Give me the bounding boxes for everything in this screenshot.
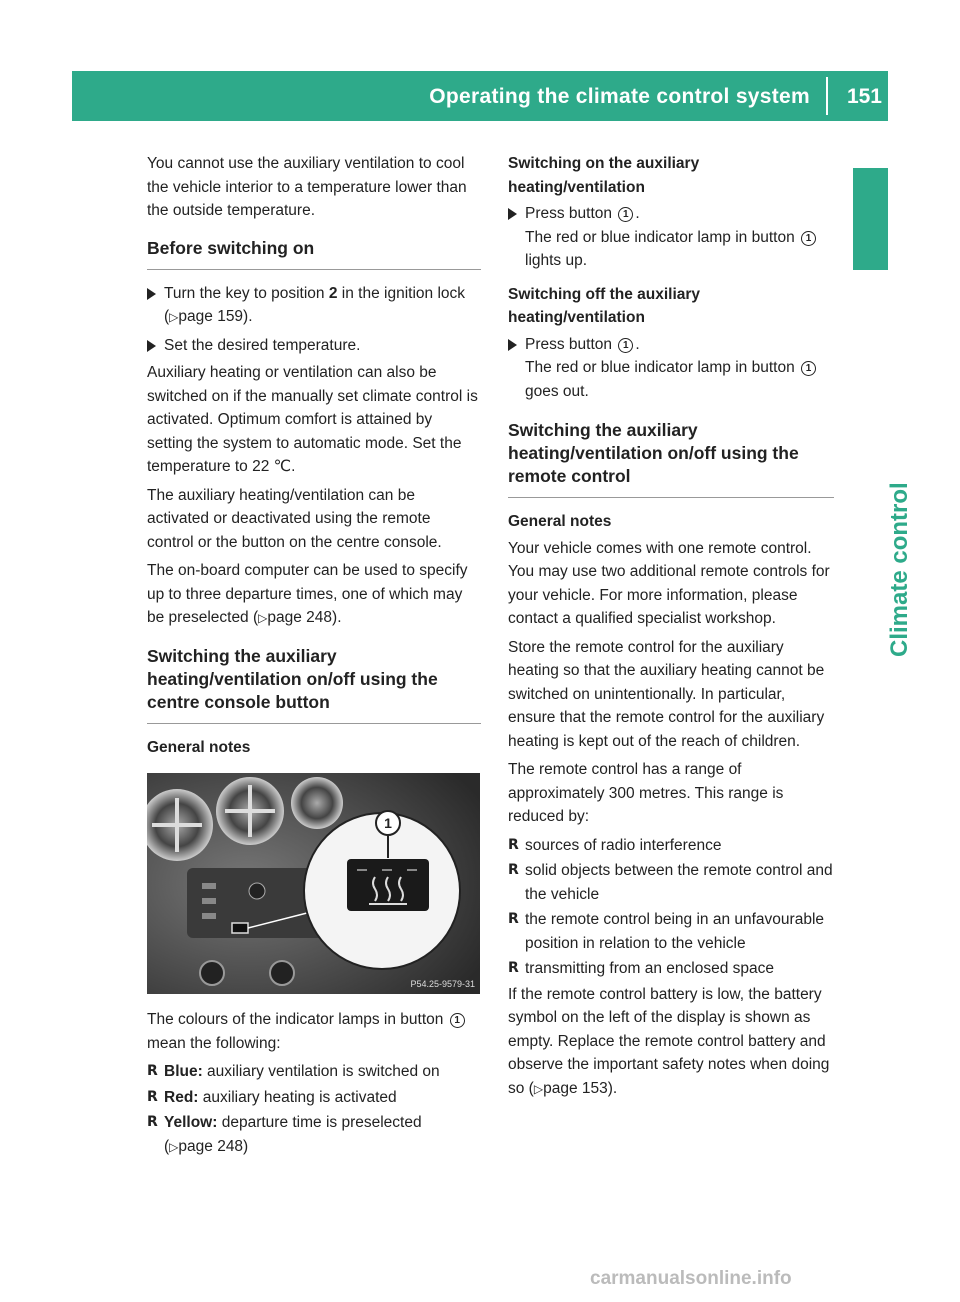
list-item: R the remote control being in an unfavourable position in relation to the vehicle — [508, 908, 834, 955]
paragraph: Auxiliary heating or ventilation can also be switched on if the manually set climate control is activated. Optimum comfort is attained by setting the system to automatic mode. Set the temperature to 22 ℃. — [147, 364, 478, 475]
step-arrow-icon — [147, 340, 156, 352]
list-item: R transmitting from an enclosed space — [508, 957, 834, 981]
page-ref-icon: ▷ — [169, 1139, 179, 1154]
general-notes-heading: General notes — [508, 513, 612, 530]
step-arrow-icon — [147, 288, 156, 300]
divider — [508, 497, 834, 498]
side-tab-label: Climate control — [886, 482, 913, 657]
photo-code: P54.25-9579-31 — [410, 979, 475, 989]
page-ref-link[interactable]: page 248) — [178, 1137, 249, 1155]
side-tab-marker — [853, 168, 888, 270]
bullet-icon: R — [147, 1088, 158, 1105]
bullet-icon: R — [508, 862, 519, 878]
left-column — [147, 152, 481, 1161]
footer-watermark: carmanualsonline.info — [590, 1268, 792, 1289]
list-item: R sources of radio interference — [508, 834, 834, 858]
step-turn-key: Turn the key to position 2 in the ignition lock (▷page 159). — [147, 282, 481, 330]
bullet-icon: R — [147, 1114, 158, 1130]
general-notes-heading: General notes — [147, 738, 251, 756]
intro-paragraph: You cannot use the auxiliary ventilation to cool the vehicle interior to a temperature lower than the outside temperature. — [147, 155, 467, 219]
step-set-temperature: Set the desired temperature. — [147, 334, 481, 358]
aux-heating-button-small — [232, 923, 248, 933]
paragraph: Your vehicle comes with one remote control. You may use two additional remote controls for your vehicle. For more information, please contact a qualified specialist workshop. — [508, 539, 830, 627]
remote-section-heading: Switching the auxiliary heating/ventilation on/off using the remote control — [508, 420, 799, 486]
page-title: Operating the climate control system — [429, 85, 810, 108]
callout-number: 1 — [618, 338, 633, 353]
header-bar — [72, 71, 888, 121]
step-press-button: Press button 1 . The red or blue indicator lamp in button 1 lights up. — [508, 202, 834, 273]
list-item: R Red: auxiliary heating is activated — [147, 1086, 481, 1110]
section-heading: Switching the auxiliary heating/ventilation on/off using the centre console button — [147, 645, 438, 712]
page-ref-link[interactable]: page 248). — [267, 609, 342, 626]
side-tab — [848, 289, 913, 669]
right-column — [508, 152, 834, 1106]
page-ref-link[interactable]: page 153). — [543, 1079, 618, 1097]
page-ref-icon: ▷ — [169, 310, 179, 324]
header-divider — [826, 77, 828, 115]
paragraph: The remote control has a range of approximately 300 metres. This range is reduced by: — [508, 761, 784, 825]
list-item: R Blue: auxiliary ventilation is switched on — [147, 1060, 481, 1084]
list-item: R Yellow: departure time is preselected (▷page 248) — [147, 1111, 481, 1159]
page-ref-icon: ▷ — [258, 611, 268, 625]
divider — [147, 269, 481, 270]
step-arrow-icon — [508, 339, 517, 351]
callout-number: 1 — [384, 815, 392, 831]
step-arrow-icon — [508, 208, 517, 220]
bullet-icon: R — [147, 1063, 158, 1079]
paragraph: If the remote control battery is low, the battery symbol on the left of the display is shown as empty. Replace the remote control battery and observe the important safety notes when doing so (▷page 153). — [508, 985, 830, 1097]
page-number: 151 — [846, 85, 882, 108]
air-vent-icon — [291, 777, 343, 829]
switching-off-heading: Switching off the auxiliary heating/ventilation — [508, 285, 701, 326]
paragraph: The auxiliary heating/ventilation can be activated or deactivated using the remote control or the button on the centre console. — [147, 486, 442, 551]
page-ref-icon: ▷ — [533, 1081, 544, 1096]
step-press-button: Press button 1 . The red or blue indicator lamp in button 1 goes out. — [508, 333, 834, 404]
paragraph: Store the remote control for the auxiliary heating so that the auxiliary heating cannot be switched on unintentionally. In particular, ensure that the remote control for the auxiliary heating is kept out of the reach of children. — [508, 638, 825, 750]
callout-number: 1 — [618, 207, 633, 222]
callout-number: 1 — [801, 361, 816, 376]
callout-number: 1 — [450, 1013, 465, 1028]
centre-console-photo — [147, 773, 480, 994]
divider — [147, 723, 481, 724]
switching-on-heading: Switching on the auxiliary heating/ventilation — [508, 155, 700, 196]
bullet-icon: R — [508, 960, 519, 976]
paragraph: The colours of the indicator lamps in button 1 mean the following: — [147, 1008, 481, 1055]
bullet-icon: R — [508, 911, 519, 927]
page-ref-link[interactable]: page 159). — [178, 308, 253, 325]
before-heading: Before switching on — [147, 237, 315, 258]
bullet-icon: R — [508, 836, 519, 853]
callout-number: 1 — [801, 231, 816, 246]
paragraph: The on-board computer can be used to specify up to three departure times, one of which may be preselected (▷page 248). — [147, 562, 468, 626]
list-item: R solid objects between the remote control and the vehicle — [508, 859, 834, 906]
